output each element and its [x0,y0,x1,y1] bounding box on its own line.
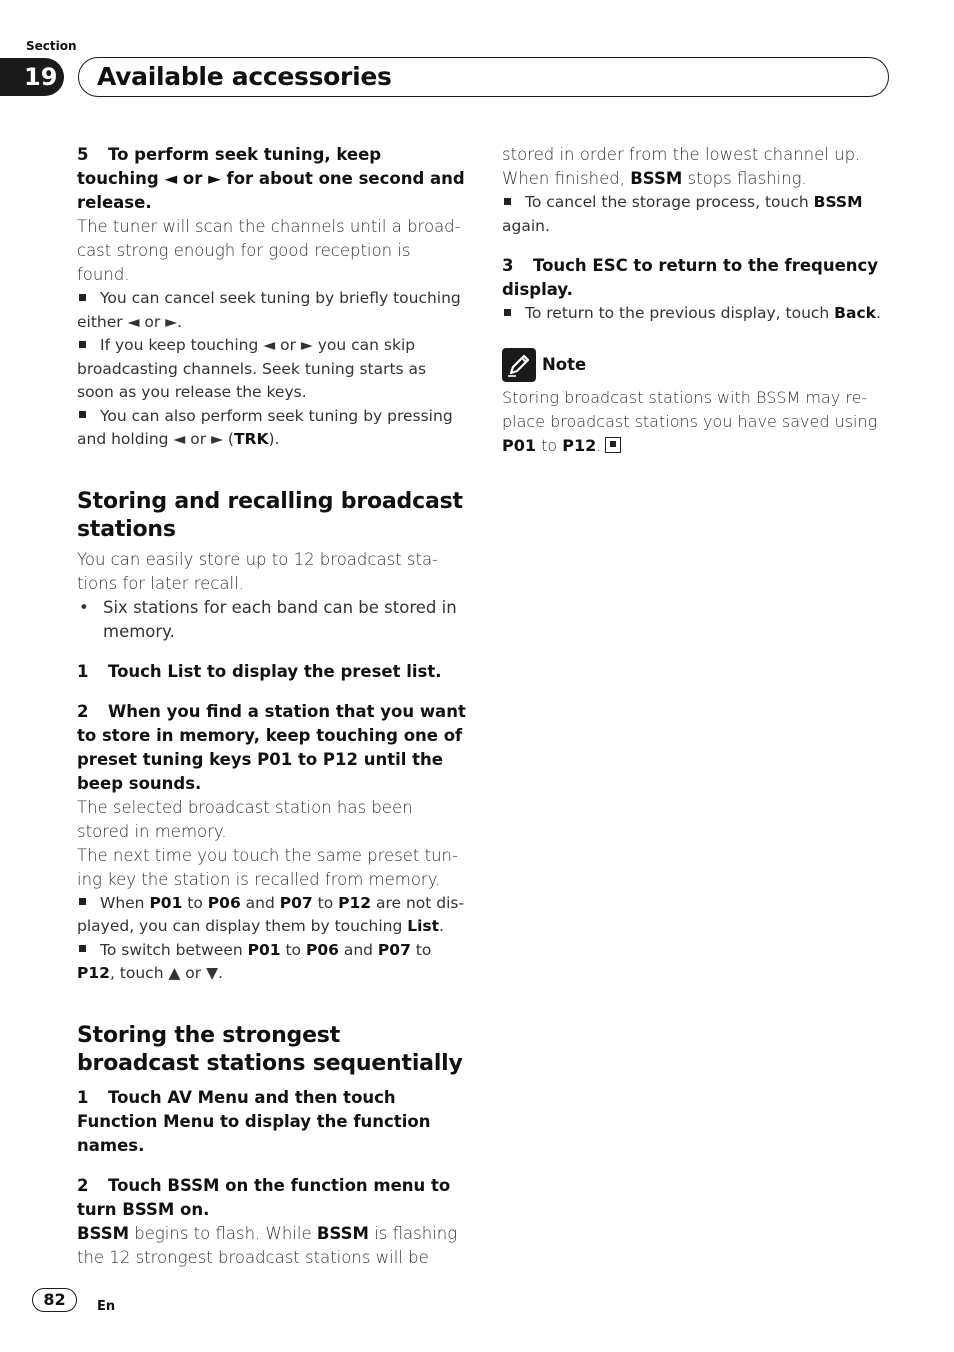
right-column [502,143,882,458]
square-bullet-icon [79,945,86,952]
square-bullet-icon [504,198,511,205]
note-title: Note [542,355,587,374]
store-note-1: When P01 to P06 and P07 to P12 are not dis-played, you can display them by touching List. [77,893,465,935]
section-label: Section [26,39,77,53]
page-title: Available accessories [97,62,392,91]
section-number-tab: 19 [0,58,64,96]
note-header [502,348,882,382]
bssm-step-3: 3 Touch ESC to return to the frequency display. [502,256,879,299]
bssm-continued: stored in order from the lowest channel up. When finished, BSSM stops flashing. [502,145,861,188]
end-of-section-icon [605,437,621,453]
pencil-note-icon [502,348,536,382]
bssm-back-note: To return to the previous display, touch Back. [502,302,882,326]
language-label: En [97,1299,116,1314]
seek-note-1: You can cancel seek tuning by briefly touching either ◄ or ►. [77,289,461,331]
store-step-2: 2 When you find a station that you want to store in memory, keep touching one of preset tuning keys P01 to P12 until the beep sounds. [77,701,466,793]
page-number: 82 [32,1288,77,1312]
heading-bssm: Storing the strongest broadcast stations sequentially [77,1022,463,1076]
store-step-2-body-2: The next time you touch the same preset tun-ing key the station is recalled from memory. [77,845,458,889]
seek-body: The tuner will scan the channels until a broad-cast strong enough for good reception is found. [77,217,461,284]
bssm-step-2-body: BSSM begins to flash. While BSSM is flashing the 12 strongest broadcast stations will be [77,1223,458,1267]
square-bullet-icon [79,341,86,348]
seek-note-3: You can also perform seek tuning by pressing and holding ◄ or ► (TRK). [77,406,453,448]
bssm-cancel-note: To cancel the storage process, touch BSSM again. [502,193,863,235]
square-bullet-icon [79,898,86,905]
note-body: Storing broadcast stations with BSSM may re-place broadcast stations you have saved using P01 to P12. [502,387,878,455]
store-note-2: To switch between P01 to P06 and P07 to P12, touch ▲ or ▼. [77,940,432,982]
store-step-2-body-1: The selected broadcast station has been stored in memory. [77,797,413,841]
step-5: 5 To perform seek tuning, keep touching ◄ or ► for about one second and release. [77,145,465,212]
square-bullet-icon [79,411,86,418]
bssm-step-2: 2 Touch BSSM on the function menu to turn BSSM on. [77,1175,451,1219]
square-bullet-icon [79,294,86,301]
square-bullet-icon [504,309,511,316]
store-step-1: 1 Touch List to display the preset list. [77,661,442,681]
left-column [77,143,467,1270]
bssm-step-1: 1 Touch AV Menu and then touch Function Menu to display the function names. [77,1087,431,1155]
store-bullet: • Six stations for each band can be stored in memory. [77,596,467,644]
heading-storing-recalling: Storing and recalling broadcast stations [77,488,463,542]
seek-note-2: If you keep touching ◄ or ► you can skip broadcasting channels. Seek tuning starts as soon as you release the keys. [77,336,427,401]
store-body: You can easily store up to 12 broadcast sta-tions for later recall. [77,549,439,593]
